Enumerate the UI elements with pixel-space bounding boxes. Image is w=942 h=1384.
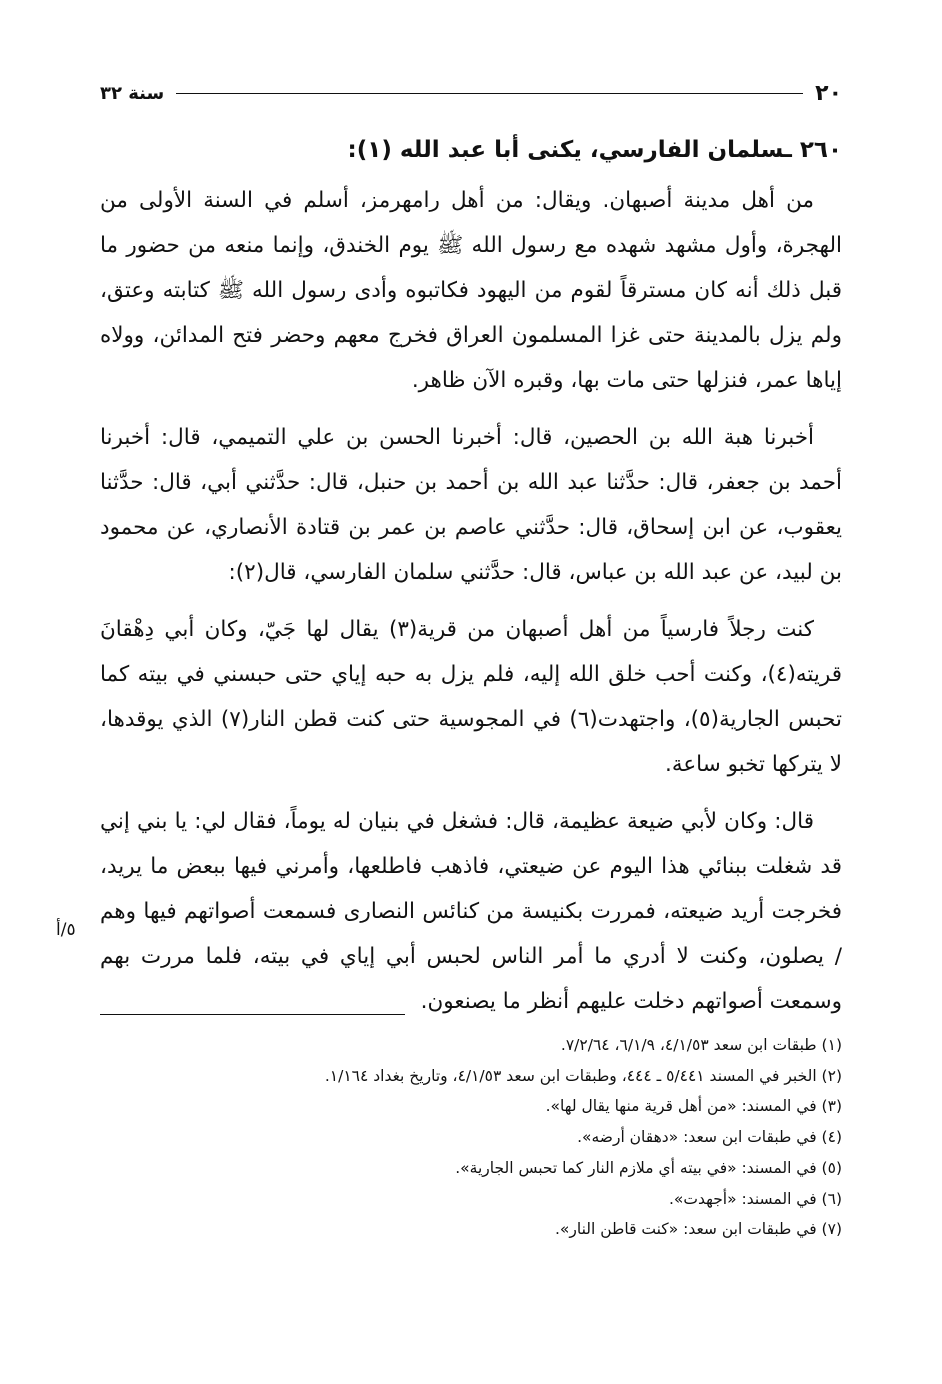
footnote: (٢) الخبر في المسند ٥/٤٤١ ـ ٤٤٤، وطبقات ابن سعد ٤/١/٥٣، وتاريخ بغداد ١/١٦٤. [324, 1066, 842, 1085]
entry-title: ٢٦٠ ـسلمان الفارسي، يكنى أبا عبد الله (١): [347, 137, 842, 163]
footnote: (٥) في المسند: «في بيته أي ملازم النار كما تحبس الجارية». [455, 1158, 842, 1177]
footnote: (١) طبقات ابن سعد ٤/١/٥٣، ٦/١/٩، ٧/٢/٦٤. [560, 1036, 842, 1054]
footnotes [100, 1030, 842, 1245]
footnote: (٦) في المسند: «أجهدت». [668, 1189, 842, 1208]
paragraph: كنت رجلاً فارسياً من أهل أصبهان من قرية(٣) يقال لها جَيّ، وكان أبي دِهْقانَ قريته(٤)، وكنت أحب خلق الله إليه، فلم يزل به حبه إياي حتى حبسني في بيته كما تحبس الجارية(٥)، واجتهدت(٦) في المجوسية حتى كنت قطن النار(٧) الذي يوقدها، لا يتركها تخبو ساعة. [100, 617, 842, 777]
footnote: (٧) في طبقات ابن سعد: «كنت قاطن النار». [554, 1220, 842, 1239]
paragraph: أخبرنا هبة الله بن الحصين، قال: أخبرنا الحسن بن علي التميمي، قال: أخبرنا أحمد بن جعفر، قال: حدَّثنا عبد الله بن أحمد بن حنبل، قال: حدَّثني أبي، قال: حدَّثنا يعقوب، عن ابن إسحاق، قال: حدَّثني عاصم بن عمر بن قتادة الأنصاري، عن محمود بن لبيد، عن عبد الله بن عباس، قال: حدَّثني سلمان الفارسي، قال(٢): [100, 425, 842, 585]
year-label: سنة ٣٢ [100, 82, 165, 104]
page-number: ٢٠ [815, 80, 842, 106]
paragraph: من أهل مدينة أصبهان. ويقال: من أهل رامهرمز، أسلم في السنة الأولى من الهجرة، وأول مشهد شهده مع رسول الله ﷺ يوم الخندق، وإنما منعه من حضور ما قبل ذلك أنه كان مسترقاً لقوم من اليهود فكاتبوه وأدى رسول الله ﷺ كتابته وعتق، ولم يزل بالمدينة حتى غزا المسلمون العراق فخرج معهم وحضر فتح المدائن، وولاه إياها عمر، فنزلها حتى مات بها، وقبره الآن ظاهر. [100, 188, 842, 393]
paragraph: قال: وكان لأبي ضيعة عظيمة، قال: فشغل في بنيان له يوماً، فقال لي: يا بني إني قد شغلت ببنائي هذا اليوم عن ضيعتي، فاذهب فاطلعها، وأمرني فيها ببعض ما يريد، فخرجت أريد ضيعته، فمررت بكنيسة من كنائس النصارى فسمعت أصواتهم فيها وهم / يصلون، وكنت لا أدري ما أمر الناس لحبس أبي إياي في بيته، فلما مررت بهم وسمعت أصواتهم دخلت عليهم أنظر ما يصنعون. [100, 809, 842, 1014]
header-rule [176, 93, 803, 94]
footnote: (٣) في المسند: «من أهل قرية منها يقال لها». [545, 1097, 842, 1116]
page-header [100, 78, 842, 108]
margin-note: ٥/أ [56, 920, 76, 940]
main-text [100, 178, 842, 1036]
footnote-rule [100, 1014, 405, 1015]
footnote: (٤) في طبقات ابن سعد: «دهقان أرضه». [577, 1128, 842, 1147]
